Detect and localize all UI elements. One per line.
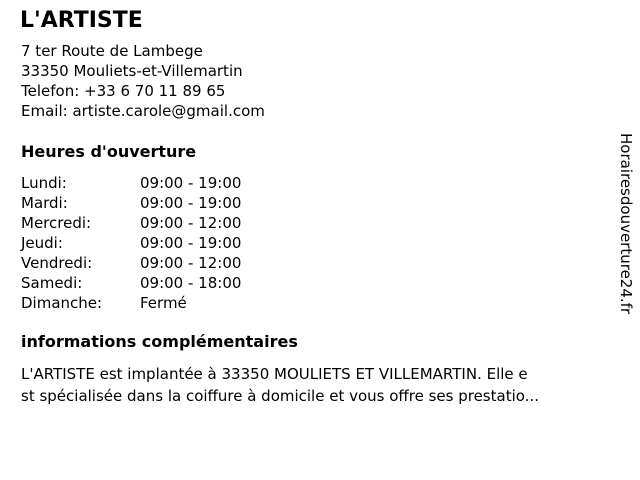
day-label: Samedi: <box>21 274 83 292</box>
hours-row-friday <box>21 253 241 273</box>
phone-line <box>21 81 265 101</box>
address-line-1: 7 ter Route de Lambege <box>21 42 203 60</box>
time-value: 09:00 - 19:00 <box>140 194 242 212</box>
day-label: Vendredi: <box>21 254 93 272</box>
time-value: 09:00 - 18:00 <box>140 274 242 292</box>
time-value: 09:00 - 12:00 <box>140 214 242 232</box>
hours-row-tuesday <box>21 193 241 213</box>
day-label: Mardi: <box>21 194 68 212</box>
day-label: Mercredi: <box>21 214 92 232</box>
info-line-1: L'ARTISTE est implantée à 33350 MOULIETS ET VILLEMARTIN. Elle e <box>21 365 528 383</box>
opening-hours-table <box>21 173 241 313</box>
time-value: 09:00 - 19:00 <box>140 174 242 192</box>
closed-value: Fermé <box>140 294 187 312</box>
email-label: Email: <box>21 102 68 120</box>
additional-info-heading: informations complémentaires <box>21 332 298 351</box>
day-label: Dimanche: <box>21 294 103 312</box>
contact-block <box>21 41 265 121</box>
hours-row-monday <box>21 173 241 193</box>
time-value: 09:00 - 19:00 <box>140 234 242 252</box>
address-line-2: 33350 Mouliets-et-Villemartin <box>21 62 243 80</box>
hours-row-wednesday <box>21 213 241 233</box>
additional-info-text <box>21 363 539 407</box>
phone-label: Telefon: <box>21 82 80 100</box>
email-address: artiste.carole@gmail.com <box>72 102 265 120</box>
business-name-title: L'ARTISTE <box>20 8 143 33</box>
hours-row-thursday <box>21 233 241 253</box>
email-line <box>21 101 265 121</box>
day-label: Lundi: <box>21 174 67 192</box>
hours-row-saturday <box>21 273 241 293</box>
opening-hours-heading: Heures d'ouverture <box>21 142 197 161</box>
phone-number: +33 6 70 11 89 65 <box>84 82 226 100</box>
info-line-2: st spécialisée dans la coiffure à domicile et vous offre ses prestatio... <box>21 387 539 405</box>
watermark-site-name: Horairesdouverture24.fr <box>617 133 635 315</box>
hours-row-sunday <box>21 293 241 313</box>
day-label: Jeudi: <box>21 234 63 252</box>
time-value: 09:00 - 12:00 <box>140 254 242 272</box>
